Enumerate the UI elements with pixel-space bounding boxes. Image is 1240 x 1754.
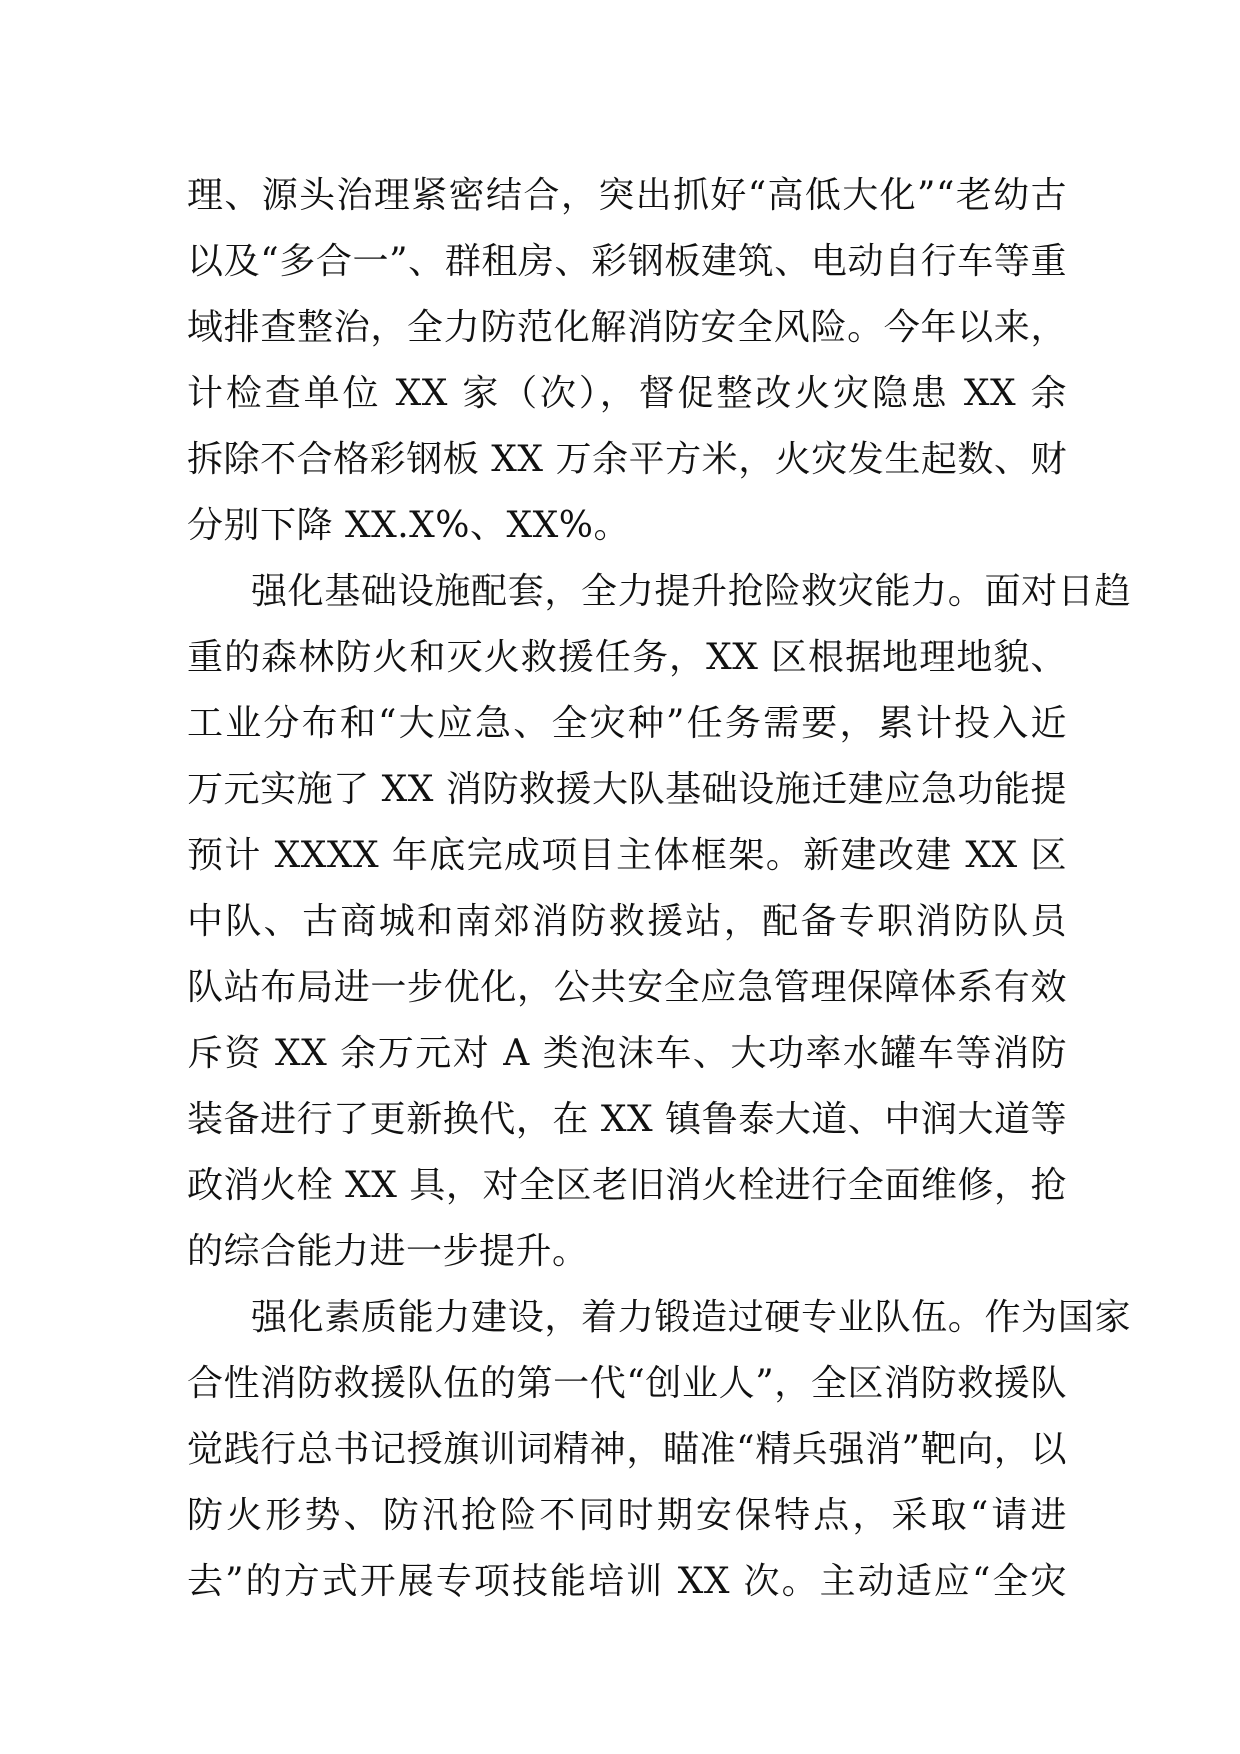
text-line: 理、源头治理紧密结合，突出抓好“高低大化”“老幼古 — [187, 175, 1067, 216]
text-line: 装备进行了更新换代，在 XX 镇鲁泰大道、中润大道等 — [187, 1099, 1067, 1140]
text-line: 预计 XXXX 年底完成项目主体框架。新建改建 XX 区 — [187, 835, 1067, 876]
text-line: 斥资 XX 余万元对 A 类泡沫车、大功率水罐车等消防 — [187, 1033, 1067, 1074]
text-line: 域排查整治，全力防范化解消防安全风险。今年以来， — [187, 307, 1067, 348]
text-line: 分别下降 XX.X%、XX%。 — [187, 505, 630, 546]
text-line: 的综合能力进一步提升。 — [187, 1231, 589, 1272]
text-line: 队站布局进一步优化，公共安全应急管理保障体系有效 — [187, 967, 1067, 1008]
text-line: 计检查单位 XX 家（次），督促整改火灾隐患 XX 余 — [187, 373, 1067, 414]
paragraph-heading-line: 强化素质能力建设，着力锻造过硬专业队伍。作为国家 — [251, 1297, 1131, 1338]
text-line: 以及“多合一”、群租房、彩钢板建筑、电动自行车等重 — [187, 241, 1067, 282]
paragraph-heading-line: 强化基础设施配套，全力提升抢险救灾能力。面对日趋 — [251, 571, 1131, 612]
document-body — [187, 163, 1131, 1615]
text-line: 政消火栓 XX 具，对全区老旧消火栓进行全面维修，抢 — [187, 1165, 1067, 1206]
text-line: 万元实施了 XX 消防救援大队基础设施迁建应急功能提 — [187, 769, 1067, 810]
text-line: 中队、古商城和南郊消防救援站，配备专职消防队员 — [187, 901, 1067, 942]
text-line: 拆除不合格彩钢板 XX 万余平方米，火灾发生起数、财 — [187, 439, 1067, 480]
text-line: 合性消防救援队伍的第一代“创业人”，全区消防救援队 — [187, 1363, 1067, 1404]
text-line: 去”的方式开展专项技能培训 XX 次。主动适应“全灾 — [187, 1561, 1067, 1602]
text-line: 重的森林防火和灭火救援任务，XX 区根据地理地貌、 — [187, 637, 1067, 678]
text-line: 觉践行总书记授旗训词精神，瞄准“精兵强消”靶向，以 — [187, 1429, 1067, 1470]
text-line: 工业分布和“大应急、全灾种”任务需要，累计投入近 — [187, 703, 1067, 744]
text-line: 防火形势、防汛抢险不同时期安保特点，采取“请进 — [187, 1495, 1067, 1536]
